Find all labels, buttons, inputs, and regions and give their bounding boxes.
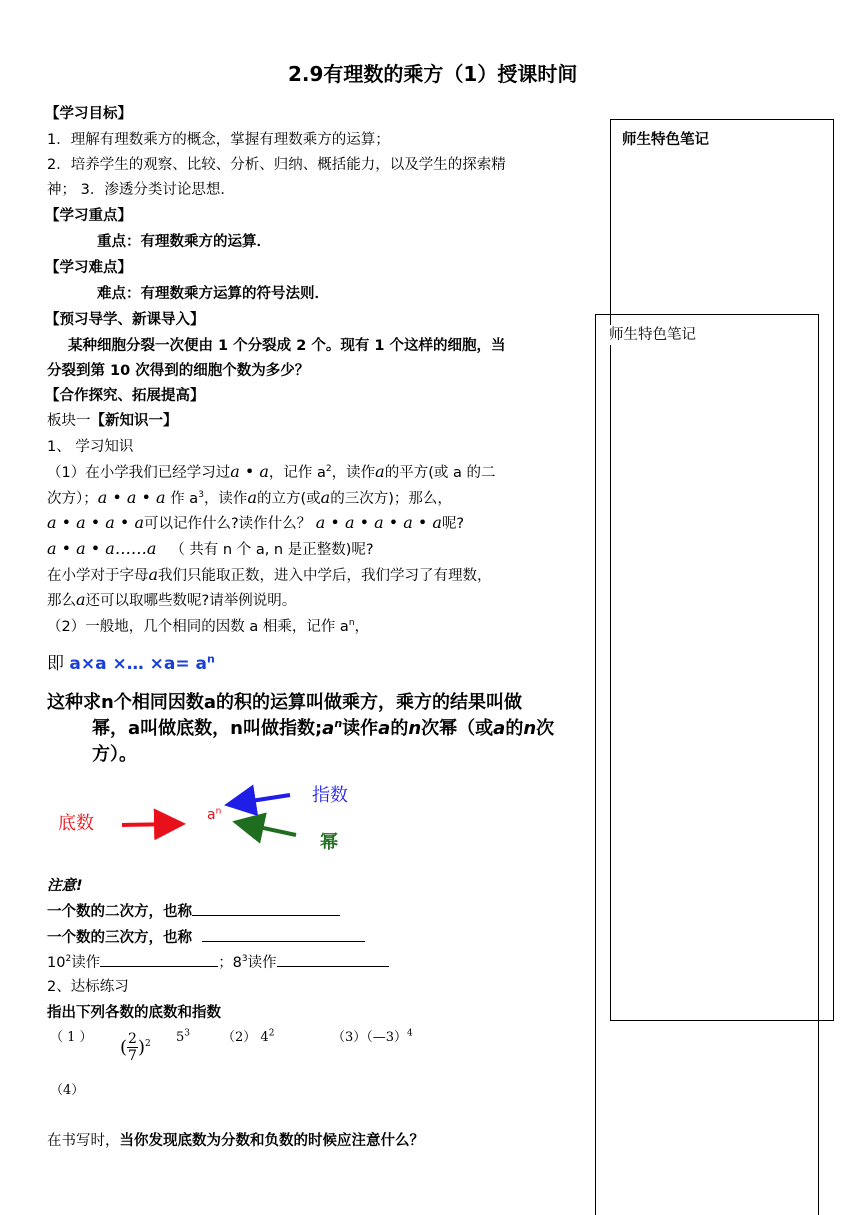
math-expr: a • a [230,462,269,481]
superscript: 2 [65,954,72,965]
power-label: 幂 [320,832,338,853]
text: 可以记作什么?读作什么？ [143,516,312,532]
text: 的 [505,718,524,739]
practice-item-1-label: （ 1 ） [50,1030,93,1045]
practice-item-2 [222,1029,274,1047]
superscript: 3 [184,1028,191,1039]
side-notes-label-2: 师生特色笔记 [609,327,696,343]
learn-heading: 1、 学习知识 [47,439,134,455]
objective-1: 1．理解有理数乘方的概念，掌握有理数乘方的运算； [47,132,390,148]
text: 呢? [441,516,465,532]
superscript: 2 [268,1028,275,1039]
key-point-text: 重点：有理数乘方的运算． [97,234,271,250]
superscript: 4 [407,1028,413,1039]
superscript: n [348,618,355,629]
math-var: n [523,718,537,739]
objective-2-line1: 2．培养学生的观察、比较、分析、归纳、概括能力，以及学生的探索精 [47,157,506,173]
block-one-heading [47,411,178,431]
learn-p2 [47,617,369,637]
practice-item-4: （4） [50,1083,85,1098]
math-expr: a • a • a [97,488,166,507]
text: 的平方(或 a 的二 [384,465,496,481]
text: 当你发现底数为分数和负数的时候应注意什么？ [119,1133,424,1149]
practice-item-1b [176,1029,190,1047]
text: 的立方(或 [256,491,321,507]
exponent-arrow [232,795,290,804]
math-var: a [320,488,331,507]
fraction-numerator: 2 [128,1031,137,1047]
text: 读作 [342,718,379,739]
text: 次方）； [47,491,98,507]
objectives-heading: 【学习目标】 [45,106,132,122]
text: 在书写时， [47,1133,120,1149]
text: 一个数的二次方，也称 [47,904,192,920]
learn-p1-line2 [47,488,452,509]
text: 在小学对于字母 [47,568,149,584]
math-var: a [247,488,257,507]
key-point-heading: 【学习重点】 [45,208,132,224]
block-one-prefix: 板块一 [47,413,91,429]
definition-line1: 这种求n个相同因数a的积的运算叫做乘方，乘方的结果叫做 [47,692,522,713]
text: 幂，a叫做底数，n叫做指数; [92,718,323,739]
text: 还可以取哪些数呢?请举例说明。 [85,593,297,609]
text: ；8 [218,955,242,971]
formula-prefix: 即 [47,654,70,674]
text: ，记作 a [268,465,326,481]
text: （3）（—3） [332,1030,408,1045]
text: 10 [47,955,66,971]
notice-line1 [47,901,340,922]
side-notes-label-1: 师生特色笔记 [622,132,709,148]
fraction-denominator: 7 [128,1048,137,1064]
practice-fraction: ( $\frac{2}{7}$ )$^2$ [120,1031,151,1064]
power-base: a [207,807,216,823]
formula [47,652,215,676]
text: 次幂（或 [421,718,494,739]
text: （1）在小学我们已经学习过 [47,465,231,481]
text: 读作 [247,955,277,971]
text: 5 [176,1030,185,1045]
definition-line2 [92,716,554,742]
text: 的三次方)；那么， [330,491,452,507]
text: 次 [536,718,555,739]
diagram-arrows [100,780,440,860]
answer-blank[interactable] [202,927,365,942]
math-var: a [375,462,385,481]
difficulty-text: 难点：有理数乘方运算的符号法则． [97,286,329,302]
math-var: a [76,590,86,609]
formula-sup: n [207,652,215,666]
text: 我们只能取正数，进入中学后，我们学习了有理数， [158,568,492,584]
learn-p1-line4 [47,539,374,560]
definition-line3: 方）。 [92,744,137,765]
superscript: n [334,717,343,730]
objective-2-line2: 神； 3．渗透分类讨论思想． [47,182,235,198]
math-expr: a • a • a……a [47,539,157,558]
side-notes-box-2 [595,314,819,1215]
learn-p1-line6 [47,590,296,611]
answer-blank[interactable] [100,952,218,967]
power-arrow [240,823,296,835]
block-one-title: 【新知识一】 [90,413,178,429]
preview-line1: 某种细胞分裂一次便由 1 个分裂成 2 个。现有 1 个这样的细胞，当 [68,338,506,354]
base-arrow [122,824,178,825]
superscript: 3 [241,954,248,965]
base-label: 底数 [58,813,94,834]
learn-p1-line1 [47,462,495,483]
notice-line3 [47,952,389,973]
math-var: a [322,718,335,739]
power-exponent: n [215,806,222,817]
text: ，读作 [203,491,248,507]
notice-line2 [47,927,365,948]
notice-heading: 注意! [47,878,83,894]
learn-p1-line3 [47,513,464,534]
text: 读作 [71,955,101,971]
superscript: 3 [198,490,204,501]
answer-blank[interactable] [192,901,340,916]
math-expr: a • a • a • a • a [315,513,442,532]
difficulty-heading: 【学习难点】 [45,260,132,276]
practice-task: 指出下列各数的底数和指数 [47,1005,221,1021]
text: ，读作 [331,465,376,481]
final-question [47,1131,424,1151]
math-var: n [408,718,422,739]
text: 的 [390,718,409,739]
text: 一个数的三次方，也称 [47,930,192,946]
math-var: a [378,718,391,739]
text: 作 a [170,491,199,507]
math-expr: a • a • a • a [47,513,144,532]
formula-expr: a×a ×… ×a= a [69,654,208,674]
page-title: 2.9有理数的乘方（1）授课时间 [288,62,578,86]
text: （ 共有 n 个 a, n 是正整数)呢? [170,542,374,558]
math-var: a [148,565,159,584]
preview-line2: 分裂到第 10 次得到的细胞个数为多少？ [47,363,310,379]
text: ， [354,619,370,635]
exponent-label: 指数 [312,785,348,806]
practice-heading: 2、达标练习 [47,979,129,995]
explore-heading: 【合作探究、拓展提高】 [45,388,205,404]
superscript: 2 [144,1038,151,1049]
practice-item-3 [332,1029,413,1047]
math-var: a [493,718,506,739]
preview-heading: 【预习导学、新课导入】 [45,312,205,328]
text: （2） 4 [222,1030,269,1045]
superscript: 2 [325,464,332,475]
answer-blank[interactable] [277,952,389,967]
text: 那么 [47,593,76,609]
text: （2）一般地，几个相同的因数 a 相乘，记作 a [47,619,349,635]
learn-p1-line5 [47,565,492,586]
